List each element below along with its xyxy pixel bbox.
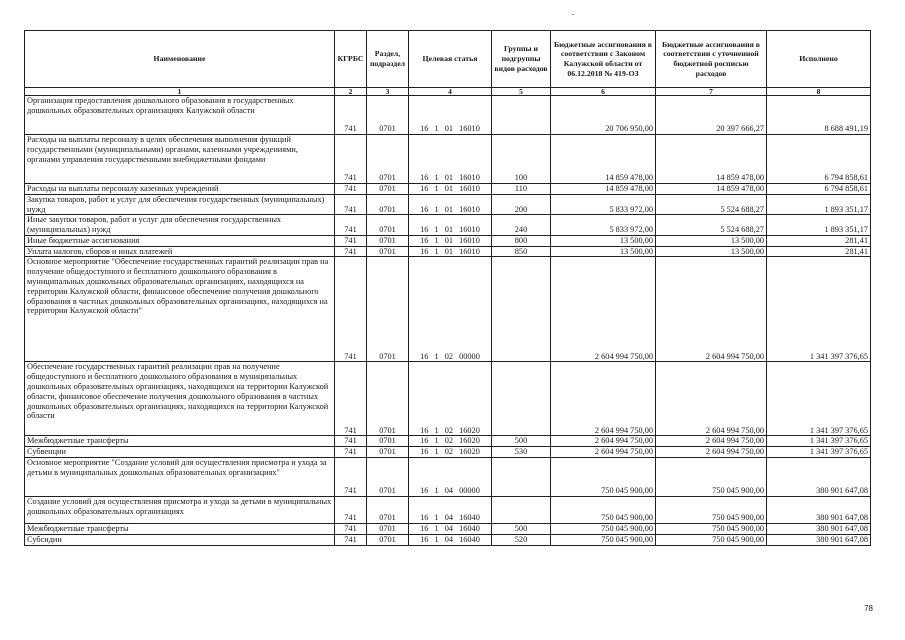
cell-name: Закупка товаров, работ и услуг для обеспечения государственных (муниципальных) нужд <box>25 194 335 215</box>
cell-budget-refined: 13 500,00 <box>656 235 767 246</box>
cell-kgrbs: 741 <box>335 135 367 184</box>
cell-section: 0701 <box>367 458 409 497</box>
table-row <box>25 458 871 497</box>
column-number: 2 <box>335 88 367 96</box>
cell-budget-refined: 20 397 666,27 <box>656 96 767 135</box>
cell-name: Расходы на выплаты персоналу казенных учреждений <box>25 184 335 195</box>
cell-section: 0701 <box>367 257 409 362</box>
cell-target: 16 1 02 16020 <box>409 436 492 447</box>
cell-budget-refined: 750 045 900,00 <box>656 458 767 497</box>
cell-executed: 1 341 397 376,65 <box>767 257 871 362</box>
cell-executed: 1 341 397 376,65 <box>767 362 871 436</box>
cell-budget-refined: 2 604 994 750,00 <box>656 447 767 458</box>
cell-budget-refined: 750 045 900,00 <box>656 534 767 545</box>
table-row <box>25 215 871 236</box>
cell-executed: 1 341 397 376,65 <box>767 436 871 447</box>
cell-section: 0701 <box>367 215 409 236</box>
cell-budget-law: 20 706 950,00 <box>551 96 656 135</box>
header-row <box>25 31 871 88</box>
cell-target: 16 1 04 16040 <box>409 534 492 545</box>
cell-kgrbs: 741 <box>335 447 367 458</box>
header-kgrbs: КГРБС <box>335 31 367 88</box>
cell-budget-law: 750 045 900,00 <box>551 534 656 545</box>
table-body <box>25 96 871 546</box>
cell-section: 0701 <box>367 436 409 447</box>
column-number-row <box>25 88 871 96</box>
cell-kgrbs: 741 <box>335 524 367 535</box>
cell-budget-refined: 750 045 900,00 <box>656 524 767 535</box>
cell-kgrbs: 741 <box>335 458 367 497</box>
column-number: 8 <box>767 88 871 96</box>
header-section: Раздел, подраздел <box>367 31 409 88</box>
column-number: 4 <box>409 88 492 96</box>
cell-kgrbs: 741 <box>335 246 367 257</box>
cell-section: 0701 <box>367 362 409 436</box>
cell-budget-law: 750 045 900,00 <box>551 497 656 524</box>
cell-name: Основное мероприятие "Обеспечение государственных гарантий реализации прав на получение общедоступного и бесплатного дошкольного образования в муниципальных дошкольных образовательных организациях, находящихся на территории Калужской области, финансовое обеспечение получения дошкольного образования в частных дошкольных образовательных организациях, находящихся на территории Калужской области" <box>25 257 335 362</box>
cell-target: 16 1 01 16010 <box>409 215 492 236</box>
header-target: Целевая статья <box>409 31 492 88</box>
cell-group: 520 <box>492 534 551 545</box>
column-number: 3 <box>367 88 409 96</box>
cell-executed: 380 901 647,08 <box>767 524 871 535</box>
table-row <box>25 246 871 257</box>
column-number: 6 <box>551 88 656 96</box>
page-number: 78 <box>864 604 873 613</box>
table-row <box>25 436 871 447</box>
table-row <box>25 362 871 436</box>
column-number: 1 <box>25 88 335 96</box>
table-row <box>25 534 871 545</box>
cell-executed: 6 794 858,61 <box>767 184 871 195</box>
cell-group: 500 <box>492 436 551 447</box>
cell-budget-refined: 13 500,00 <box>656 246 767 257</box>
cell-budget-law: 2 604 994 750,00 <box>551 362 656 436</box>
cell-target: 16 1 02 16020 <box>409 447 492 458</box>
cell-group: 110 <box>492 184 551 195</box>
cell-target: 16 1 02 16020 <box>409 362 492 436</box>
cell-target: 16 1 01 16010 <box>409 235 492 246</box>
cell-budget-refined: 5 524 688,27 <box>656 194 767 215</box>
cell-target: 16 1 04 16040 <box>409 497 492 524</box>
cell-budget-law: 5 833 972,00 <box>551 194 656 215</box>
cell-kgrbs: 741 <box>335 194 367 215</box>
cell-name: Субсидии <box>25 534 335 545</box>
cell-section: 0701 <box>367 194 409 215</box>
header-name: Наименование <box>25 31 335 88</box>
cell-group: 850 <box>492 246 551 257</box>
cell-name: Межбюджетные трансферты <box>25 436 335 447</box>
cell-name: Иные бюджетные ассигнования <box>25 235 335 246</box>
header-group: Группы и подгруппы видов расходов <box>492 31 551 88</box>
cell-executed: 8 688 491,19 <box>767 96 871 135</box>
table-row <box>25 184 871 195</box>
cell-group <box>492 497 551 524</box>
cell-budget-law: 750 045 900,00 <box>551 524 656 535</box>
cell-section: 0701 <box>367 246 409 257</box>
cell-target: 16 1 04 16040 <box>409 524 492 535</box>
header-budget-refined: Бюджетные ассигнования в соответствии с уточненной бюджетной росписью расходов <box>656 31 767 88</box>
cell-budget-refined: 750 045 900,00 <box>656 497 767 524</box>
column-number: 7 <box>656 88 767 96</box>
table-row <box>25 235 871 246</box>
cell-group: 240 <box>492 215 551 236</box>
cell-name: Уплата налогов, сборов и иных платежей <box>25 246 335 257</box>
cell-group: 800 <box>492 235 551 246</box>
cell-budget-law: 14 859 478,00 <box>551 184 656 195</box>
cell-target: 16 1 04 00000 <box>409 458 492 497</box>
cell-budget-law: 13 500,00 <box>551 235 656 246</box>
cell-name: Межбюджетные трансферты <box>25 524 335 535</box>
cell-executed: 380 901 647,08 <box>767 458 871 497</box>
cell-kgrbs: 741 <box>335 96 367 135</box>
table-row <box>25 497 871 524</box>
cell-kgrbs: 741 <box>335 235 367 246</box>
budget-execution-table <box>24 30 871 546</box>
table-row <box>25 447 871 458</box>
cell-budget-law: 2 604 994 750,00 <box>551 447 656 458</box>
cell-kgrbs: 741 <box>335 215 367 236</box>
cell-budget-law: 14 859 478,00 <box>551 135 656 184</box>
cell-target: 16 1 01 16010 <box>409 194 492 215</box>
cell-budget-law: 13 500,00 <box>551 246 656 257</box>
cell-executed: 281,41 <box>767 235 871 246</box>
cell-name: Субвенции <box>25 447 335 458</box>
cell-budget-refined: 5 524 688,27 <box>656 215 767 236</box>
cell-section: 0701 <box>367 96 409 135</box>
cell-executed: 1 341 397 376,65 <box>767 447 871 458</box>
cell-executed: 1 893 351,17 <box>767 215 871 236</box>
cell-target: 16 1 01 16010 <box>409 246 492 257</box>
cell-name: Обеспечение государственных гарантий реализации прав на получение общедоступного и бесплатного дошкольного образования в муниципальных дошкольных образовательных организациях, находящихся на территории Калужской области, финансовое обеспечение получения дошкольного образования в частных дошкольных образовательных организациях, находящихся на территории Калужской области <box>25 362 335 436</box>
column-number: 5 <box>492 88 551 96</box>
cell-target: 16 1 01 16010 <box>409 96 492 135</box>
cell-section: 0701 <box>367 184 409 195</box>
cell-section: 0701 <box>367 235 409 246</box>
cell-group: 500 <box>492 524 551 535</box>
cell-group <box>492 257 551 362</box>
cell-section: 0701 <box>367 135 409 184</box>
cell-group: 530 <box>492 447 551 458</box>
cell-budget-law: 750 045 900,00 <box>551 458 656 497</box>
cell-group: 200 <box>492 194 551 215</box>
cell-executed: 380 901 647,08 <box>767 534 871 545</box>
cell-budget-refined: 2 604 994 750,00 <box>656 436 767 447</box>
table-row <box>25 194 871 215</box>
budget-report-sheet <box>24 30 870 546</box>
cell-budget-refined: 14 859 478,00 <box>656 184 767 195</box>
scan-speck <box>572 14 574 15</box>
cell-budget-refined: 2 604 994 750,00 <box>656 362 767 436</box>
cell-section: 0701 <box>367 447 409 458</box>
cell-group <box>492 362 551 436</box>
table-row <box>25 524 871 535</box>
table-row <box>25 96 871 135</box>
cell-target: 16 1 01 16010 <box>409 135 492 184</box>
cell-budget-refined: 2 604 994 750,00 <box>656 257 767 362</box>
cell-budget-refined: 14 859 478,00 <box>656 135 767 184</box>
cell-kgrbs: 741 <box>335 257 367 362</box>
cell-budget-law: 5 833 972,00 <box>551 215 656 236</box>
header-executed: Исполнено <box>767 31 871 88</box>
cell-name: Иные закупки товаров, работ и услуг для обеспечения государственных (муниципальных) нужд <box>25 215 335 236</box>
cell-budget-law: 2 604 994 750,00 <box>551 257 656 362</box>
cell-kgrbs: 741 <box>335 497 367 524</box>
table-row <box>25 257 871 362</box>
cell-target: 16 1 02 00000 <box>409 257 492 362</box>
header-budget-law: Бюджетные ассигнования в соответствии с Законом Калужской области от 06.12.2018 № 419-ОЗ <box>551 31 656 88</box>
cell-executed: 1 893 351,17 <box>767 194 871 215</box>
cell-section: 0701 <box>367 497 409 524</box>
cell-name: Расходы на выплаты персоналу в целях обеспечения выполнения функций государственными (муниципальными) органами, казенными учреждениями, органами управления государственными внебюджетными фондами <box>25 135 335 184</box>
cell-name: Организация предоставления дошкольного образования в государственных дошкольных образовательных организациях Калужской области <box>25 96 335 135</box>
cell-name: Основное мероприятие "Создание условий для осуществления присмотра и ухода за детьми в муниципальных дошкольных образовательных организациях" <box>25 458 335 497</box>
cell-kgrbs: 741 <box>335 436 367 447</box>
cell-group: 100 <box>492 135 551 184</box>
cell-executed: 281,41 <box>767 246 871 257</box>
cell-kgrbs: 741 <box>335 184 367 195</box>
cell-group <box>492 458 551 497</box>
cell-target: 16 1 01 16010 <box>409 184 492 195</box>
cell-budget-law: 2 604 994 750,00 <box>551 436 656 447</box>
cell-section: 0701 <box>367 534 409 545</box>
table-row <box>25 135 871 184</box>
cell-section: 0701 <box>367 524 409 535</box>
cell-executed: 380 901 647,08 <box>767 497 871 524</box>
cell-kgrbs: 741 <box>335 534 367 545</box>
cell-group <box>492 96 551 135</box>
cell-executed: 6 794 858,61 <box>767 135 871 184</box>
cell-kgrbs: 741 <box>335 362 367 436</box>
cell-name: Создание условий для осуществления присмотра и ухода за детьми в муниципальных дошкольных образовательных организациях <box>25 497 335 524</box>
